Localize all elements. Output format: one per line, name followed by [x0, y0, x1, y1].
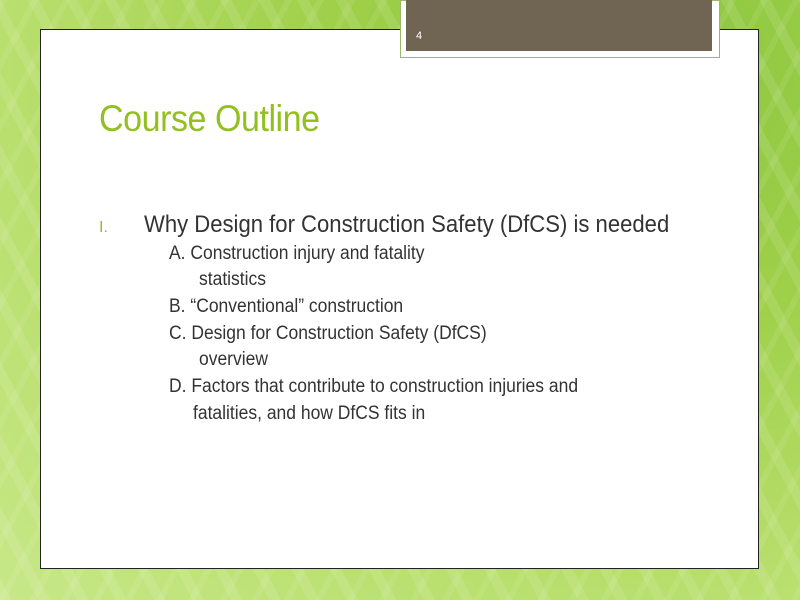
outline-heading: Why Design for Construction Safety (DfCS) is needed — [144, 211, 670, 238]
subitem-d-line1: D. Factors that contribute to construction injuries and — [169, 376, 579, 397]
page-number: 4 — [416, 30, 423, 42]
outline-marker: I. — [99, 219, 108, 236]
page-number-box — [406, 0, 712, 51]
slide-title: Course Outline — [99, 98, 320, 139]
subitem-d-line2: fatalities, and how DfCS fits in — [193, 403, 426, 424]
subitem-c-line1: C. Design for Construction Safety (DfCS) — [169, 323, 487, 344]
subitem-a-line2: statistics — [199, 269, 267, 290]
subitem-c-line2: overview — [199, 349, 268, 370]
subitem-b-line1: B. “Conventional” construction — [169, 296, 404, 317]
subitem-a-line1: A. Construction injury and fatality — [169, 243, 425, 264]
